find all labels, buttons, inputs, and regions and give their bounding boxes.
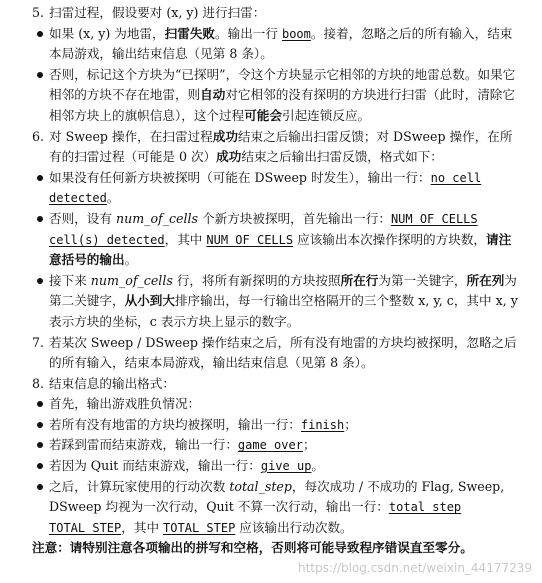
code-game-over: game over	[237, 438, 303, 453]
bullet-mark-explored: 否则，标记这个方块为“已探明”，令这个方块显示它相邻的方块的地雷总数。如果它相邻的方块不存在地雷，则自动对它相邻的没有探明的方块进行扫雷（此时，清除它相邻方块上的旗帜信息），这个过程可能会引起连锁反应。	[34, 65, 518, 127]
bold-text: 所在列	[466, 272, 505, 288]
watermark: https://blog.csdn.net/weixin_44177239	[297, 561, 532, 576]
section-number: 7.	[32, 334, 45, 350]
bullet-dot	[37, 401, 43, 407]
bullet-give-up: 若因为 Quit 而结束游戏，输出一行：give up。	[34, 456, 518, 477]
bold-text: 扫雷失败	[164, 25, 215, 41]
section-number: 5.	[32, 5, 45, 20]
section-7	[34, 333, 518, 374]
bullet-dot	[37, 422, 43, 428]
bullet-game-over: 若踩到雷而结束游戏，输出一行：game over；	[34, 435, 518, 456]
section-number: 6.	[32, 128, 45, 144]
bold-text: 成功	[212, 128, 238, 144]
note: 注意：请特别注意各项输出的拼写和空格，否则将可能导致程序错误直至零分。	[32, 540, 473, 556]
bullet-dot	[37, 484, 43, 490]
variable-text: num_of_cells	[115, 210, 199, 226]
bullet-dot	[37, 216, 43, 222]
bullet-sort-output: 接下来 num_of_cells 行，将所有新探明的方块按照所在行为第一关键字，所在列为第二关键字，从小到大排序输出，每一行输出空格隔开的三个整数 x, y, c，其中 x, y 表示方块的坐标，c 表示方块上显示的数字。	[34, 271, 518, 333]
code-total-step: total step TOTAL_STEP	[49, 500, 462, 535]
section-5	[34, 3, 518, 24]
section-number: 8.	[32, 375, 45, 391]
bold-text: 从小到大	[124, 293, 175, 309]
bullet-dot	[37, 278, 43, 284]
bold-text: 所在行	[340, 272, 379, 288]
bullet-cells-detected: 否则，设有 num_of_cells 个新方块被探明，首先输出一行：NUM_OF_CELLS cell(s) detected，其中 NUM_OF_CELLS 应该输出本次操作探明的方块数，请注意括号的输出。	[34, 209, 518, 271]
bullet-dot	[37, 175, 43, 181]
variable-text: num_of_cells	[90, 272, 173, 288]
bullet-dot	[37, 463, 43, 469]
bullet-dot	[37, 72, 43, 78]
bullet-boom: 如果 (x, y) 为地雷，扫雷失败。输出一行 boom。接着，忽略之后的所有输入，结束本局游戏，输出结束信息（见第 8 条）。	[34, 24, 518, 65]
section-8	[34, 374, 518, 395]
code-finish: finish	[300, 417, 345, 432]
code-no-cell-detected: no cell detected	[49, 170, 482, 206]
section-8-intro: 结束信息的输出格式：	[49, 375, 175, 391]
bold-text: 自动	[200, 87, 226, 103]
bullet-dot	[37, 442, 43, 448]
bold-text: 成功	[216, 149, 242, 165]
code-total-step-var: TOTAL_STEP	[163, 520, 236, 535]
bullet-result-heading: 首先，输出游戏胜负情况：	[34, 394, 518, 415]
section-5-intro: 扫雷过程，假设要对 (x, y) 进行扫雷：	[49, 5, 266, 20]
bullet-dot	[37, 31, 43, 37]
bullet-finish: 若所有没有地雷的方块均被探明，输出一行：finish；	[34, 415, 518, 436]
code-cells-detected: NUM_OF_CELLS cell(s) detected	[49, 211, 478, 247]
code-boom: boom	[281, 26, 311, 41]
bullet-total-step: 之后，计算玩家使用的行动次数 total_step，每次成功 / 不成功的 Flag, Sweep, DSweep 均视为一次行动，Quit 不算一次行动，输出一行：total step TOTAL_STEP，其中 TOTAL_STEP 应该输出行动次数。	[34, 477, 518, 539]
section-6	[34, 127, 518, 168]
bold-text: 可能会	[244, 107, 282, 123]
bold-text: 请注意括号的输出	[49, 231, 512, 268]
section-6-intro: 对 Sweep 操作，在扫雷过程成功结束之后输出扫雷反馈；对 DSweep 操作，在所有的扫雷过程（可能是 0 次）成功结束之后输出扫雷反馈，格式如下：	[49, 128, 513, 165]
code-give-up: give up	[260, 459, 312, 474]
variable-text: total_step	[229, 478, 292, 494]
code-num-of-cells: NUM_OF_CELLS	[206, 232, 294, 247]
section-7-text: 若某次 Sweep / DSweep 操作结束之后，所有没有地雷的方块均被探明，忽略之后的所有输入，结束本局游戏，输出结束信息（见第 8 条）。	[49, 334, 517, 371]
bullet-no-cell: 如果没有任何新方块被探明（可能在 DSweep 时发生），输出一行：no cell detected。	[34, 168, 518, 209]
